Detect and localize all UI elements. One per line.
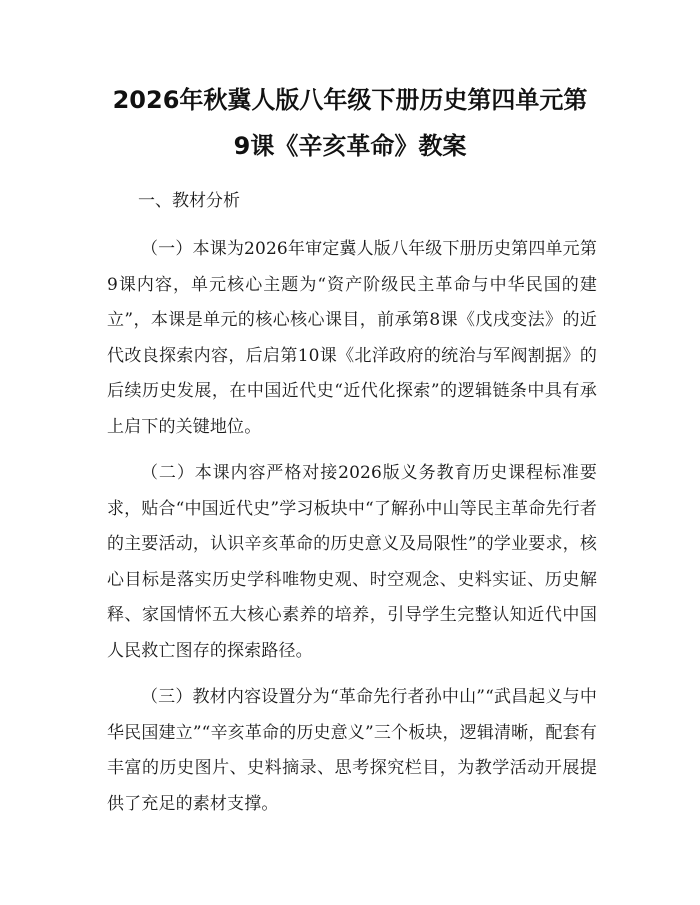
document-title-line-1: 2026年秋冀人版八年级下册历史第四单元第 bbox=[112, 86, 588, 114]
section-heading-textbook-analysis: 一、教材分析 bbox=[138, 191, 240, 211]
paragraph-3: （三）教材内容设置分为“革命先行者孙中山”“武昌起义与中华民国建立”“辛亥革命的历史意义”三个板块，逻辑清晰，配套有丰富的历史图片、史料摘录、思考探究栏目，为教学活动开展提供了充足的素材支撑。 bbox=[107, 687, 597, 814]
document-title-line-2: 9课《辛亥革命》教案 bbox=[233, 132, 467, 160]
paragraph-2: （二）本课内容严格对接2026版义务教育历史课程标准要求，贴合“中国近代史”学习板块中“了解孙中山等民主革命先行者的主要活动，认识辛亥革命的历史意义及局限性”的学业要求，核心目标是落实历史学科唯物史观、时空观念、史料实证、历史解释、家国情怀五大核心素养的培养，引导学生完整认知近代中国人民救亡图存的探索路径。 bbox=[107, 463, 597, 661]
paragraph-1: （一）本课为2026年审定冀人版八年级下册历史第四单元第9课内容，单元核心主题为“资产阶级民主革命与中华民国的建立”，本课是单元的核心核心课目，前承第8课《戊戌变法》的近代改良探索内容，后启第10课《北洋政府的统治与军阀割据》的后续历史发展，在中国近代史“近代化探索”的逻辑链条中具有承上启下的关键地位。 bbox=[107, 239, 597, 437]
